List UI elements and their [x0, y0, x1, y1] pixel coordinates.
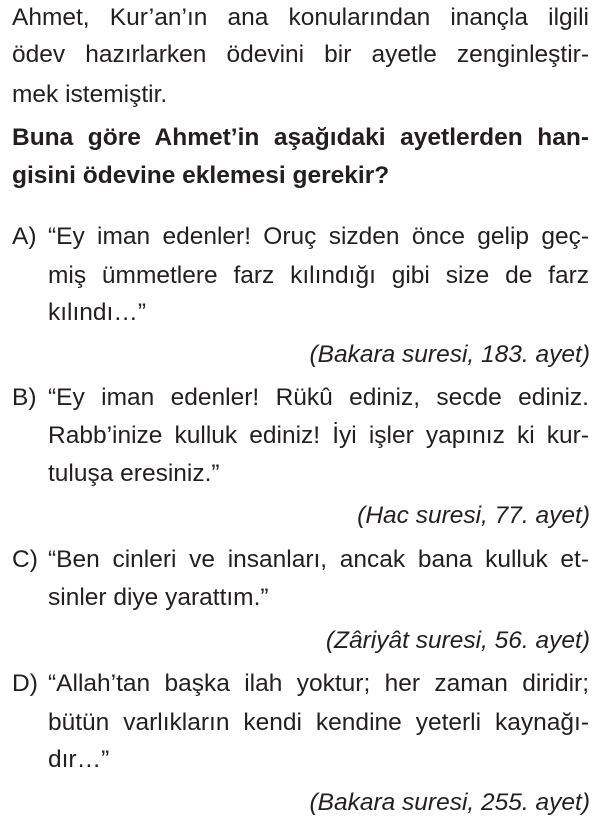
option-source: (Zâriyât suresi, 56. ayet) [325, 627, 590, 654]
question-stem-line: mek istemiştir. [12, 81, 168, 108]
option-text-line: kılındı…” [48, 299, 147, 326]
option-text-line: Rabb’inize kulluk ediniz! İyi işler yapınız ki kur- [48, 422, 589, 449]
option-text-line: “Ben cinleri ve insanları, ancak bana kulluk et- [48, 546, 589, 573]
option-text-line: bütün varlıkların kendi kendine yeterli kaynağı- [48, 709, 589, 736]
option-text-line: miş ümmetlere farz kılındığı gibi size de farz [48, 262, 589, 289]
question-prompt-line: gisini ödevine eklemesi gerekir? [12, 162, 390, 189]
option-source: (Bakara suresi, 255. ayet) [309, 789, 590, 816]
option-letter: C) [12, 546, 38, 573]
option-text-line: “Ey iman edenler! Oruç sizden önce gelip geç- [48, 223, 589, 250]
question-stem-line: ödev hazırlarken ödevini bir ayetle zenginleştir- [12, 41, 589, 68]
option-letter: A) [12, 223, 37, 250]
question-stem-line: Ahmet, Kur’an’ın ana konularından inançla ilgili [12, 4, 589, 31]
option-source: (Bakara suresi, 183. ayet) [309, 341, 590, 368]
option-letter: B) [12, 384, 37, 411]
option-text-line: “Allah’tan başka ilah yoktur; her zaman diridir; [48, 670, 589, 697]
option-letter: D) [12, 670, 38, 697]
option-text-line: “Ey iman edenler! Rükû ediniz, secde ediniz. [48, 384, 589, 411]
option-text-line: dır…” [48, 746, 110, 773]
option-source: (Hac suresi, 77. ayet) [357, 502, 590, 529]
option-text-line: tuluşa eresiniz.” [48, 460, 220, 487]
question-prompt-line: Buna göre Ahmet’in aşağıdaki ayetlerden han- [12, 124, 589, 151]
option-text-line: sinler diye yarattım.” [48, 584, 269, 611]
